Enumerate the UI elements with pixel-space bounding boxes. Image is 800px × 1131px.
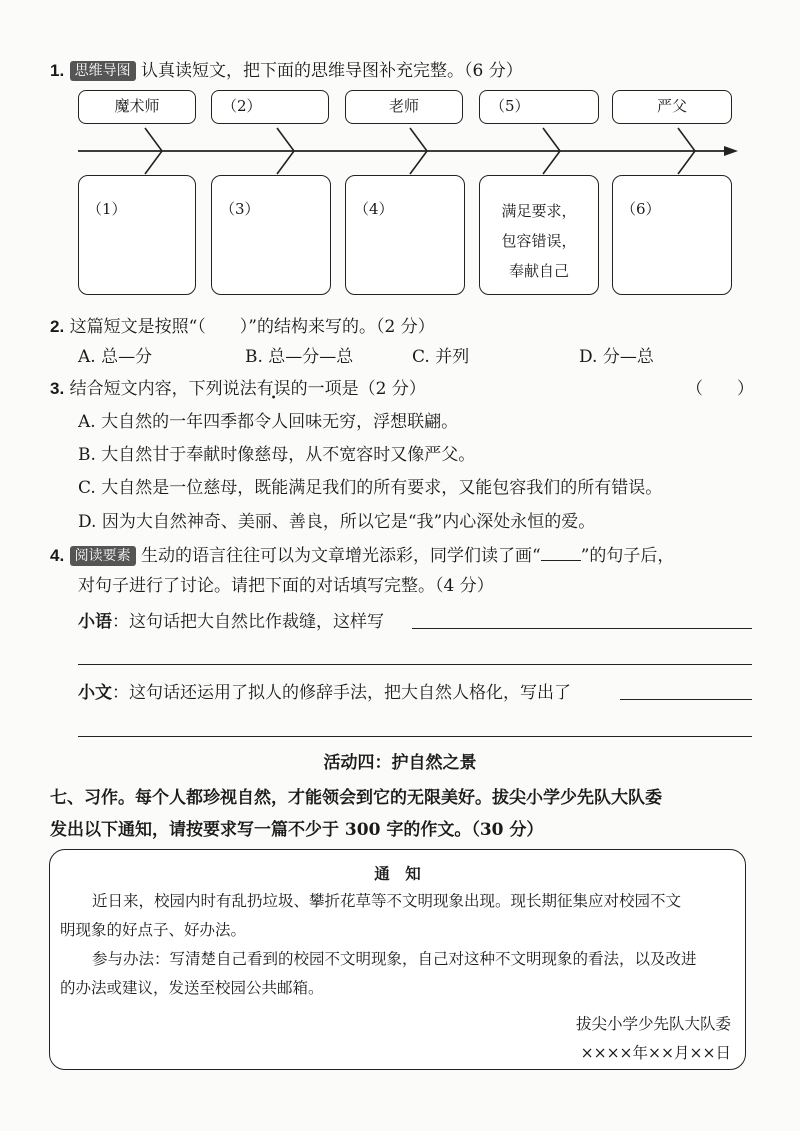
notice-para1-line1: 近日来，校园内时有乱扔垃圾、攀折花草等不文明现象出现。现长期征集应对校园不文 bbox=[92, 892, 682, 910]
notice-date: ××××年××月××日 bbox=[580, 1044, 731, 1062]
q4-badge: 阅读要素 bbox=[70, 546, 136, 566]
map-bottom-box-5[interactable] bbox=[612, 175, 732, 295]
q3-option-d[interactable]: D. 因为大自然神奇、美丽、善良，所以它是“我”内心深处永恒的爱。 bbox=[78, 512, 596, 532]
arrow-head bbox=[724, 146, 738, 156]
q2-text: 这篇短文是按照“（ ）”的结构来写的。（2 分） bbox=[69, 317, 435, 337]
q2-heading bbox=[50, 312, 435, 337]
activity-title: 活动四：护自然之景 bbox=[323, 753, 477, 773]
map-bottom-box-4 bbox=[479, 175, 599, 295]
q1-text: 认真读短文，把下面的思维导图补充完整。（6 分） bbox=[141, 61, 523, 81]
map-top-box-1: 魔术师 bbox=[78, 90, 196, 124]
q4-xiaowen-name: 小文 bbox=[78, 683, 112, 703]
map-bottom-label-2: （3） bbox=[220, 200, 260, 218]
q4-xiaoyu-row bbox=[78, 607, 384, 632]
q4-xiaowen-row bbox=[78, 678, 571, 703]
map-bottom-line-3: 奉献自己 bbox=[508, 262, 569, 280]
notice-signature: 拔尖小学少先队大队委 bbox=[575, 1015, 731, 1033]
map-top-box-2[interactable]: （2） bbox=[211, 90, 329, 124]
q4-xiaoyu-text: ：这句话把大自然比作裁缝，这样写 bbox=[112, 612, 384, 632]
q3-answer-paren[interactable]: （ ） bbox=[686, 379, 754, 399]
map-bottom-label-5: （6） bbox=[621, 200, 661, 218]
q3-text-before: 结合短文内容，下列说法 bbox=[69, 379, 257, 399]
q2-option-c[interactable]: C. 并列 bbox=[412, 347, 470, 367]
notice-para2-line2: 的办法或建议，发送至校园公共邮箱。 bbox=[60, 979, 324, 997]
q2-option-d[interactable]: D. 分—总 bbox=[579, 347, 654, 367]
notice-para2-line1: 参与办法：写清楚自己看到的校园不文明现象，自己对这种不文明现象的看法，以及改进 bbox=[92, 950, 697, 968]
q2-number: 2. bbox=[50, 317, 65, 336]
q3-text-emphasis: 有误 bbox=[256, 379, 291, 399]
map-bottom-label-1: （1） bbox=[87, 200, 127, 218]
q4-line1-before: 生动的语言往往可以为文章增光添彩，同学们读了画“ bbox=[141, 546, 541, 566]
map-bottom-box-2[interactable] bbox=[211, 175, 331, 295]
map-bottom-line-2: 包容错误， bbox=[501, 232, 577, 250]
map-bottom-box-3[interactable] bbox=[345, 175, 465, 295]
q1-number: 1. bbox=[50, 61, 65, 80]
q4-xiaoyu-answer-line-1[interactable] bbox=[412, 628, 752, 629]
notice-para1-line2: 明现象的好点子、好办法。 bbox=[60, 921, 247, 939]
map-top-box-4[interactable]: （5） bbox=[479, 90, 599, 124]
q4-xiaoyu-name: 小语 bbox=[78, 612, 112, 632]
q3-option-c[interactable]: C. 大自然是一位慈母，既能满足我们的所有要求，又能包容我们的所有错误。 bbox=[78, 478, 663, 498]
q2-option-b[interactable]: B. 总—分—总 bbox=[245, 347, 354, 367]
q3-option-a[interactable]: A. 大自然的一年四季都令人回味无穷，浮想联翩。 bbox=[78, 412, 459, 432]
q4-line1-after: ”的句子后， bbox=[580, 546, 675, 566]
q4-xiaowen-text: ：这句话还运用了拟人的修辞手法，把大自然人格化，写出了 bbox=[112, 683, 571, 703]
map-bottom-line-1: 满足要求， bbox=[501, 202, 577, 220]
map-top-box-3: 老师 bbox=[345, 90, 463, 124]
q4-heading bbox=[50, 541, 674, 566]
q3-heading bbox=[50, 374, 426, 399]
notice-box bbox=[49, 849, 746, 1070]
q4-xiaowen-answer-line-1[interactable] bbox=[620, 699, 752, 700]
section7-line1: 七、习作。每个人都珍视自然，才能领会到它的无限美好。拔尖小学少先队大队委 bbox=[50, 788, 662, 808]
map-bottom-box-1[interactable] bbox=[78, 175, 196, 295]
q4-line2: 对句子进行了讨论。请把下面的对话填写完整。（4 分） bbox=[78, 576, 494, 596]
q4-number: 4. bbox=[50, 546, 65, 565]
q4-underline-sample bbox=[541, 546, 581, 561]
map-bottom-label-3: （4） bbox=[354, 200, 394, 218]
q4-xiaowen-answer-line-2[interactable] bbox=[78, 736, 752, 737]
q2-option-a[interactable]: A. 总—分 bbox=[78, 347, 153, 367]
q3-text-after: 的一项是（2 分） bbox=[290, 379, 426, 399]
q3-option-b[interactable]: B. 大自然甘于奉献时像慈母，从不宽容时又像严父。 bbox=[78, 445, 476, 465]
map-top-box-5: 严父 bbox=[612, 90, 732, 124]
q3-number: 3. bbox=[50, 379, 65, 398]
notice-title: 通 知 bbox=[374, 864, 421, 883]
q1-badge: 思维导图 bbox=[70, 61, 136, 81]
q4-xiaoyu-answer-line-2[interactable] bbox=[78, 664, 752, 665]
section7-line2: 发出以下通知，请按要求写一篇不少于 300 字的作文。（30 分） bbox=[50, 820, 544, 840]
